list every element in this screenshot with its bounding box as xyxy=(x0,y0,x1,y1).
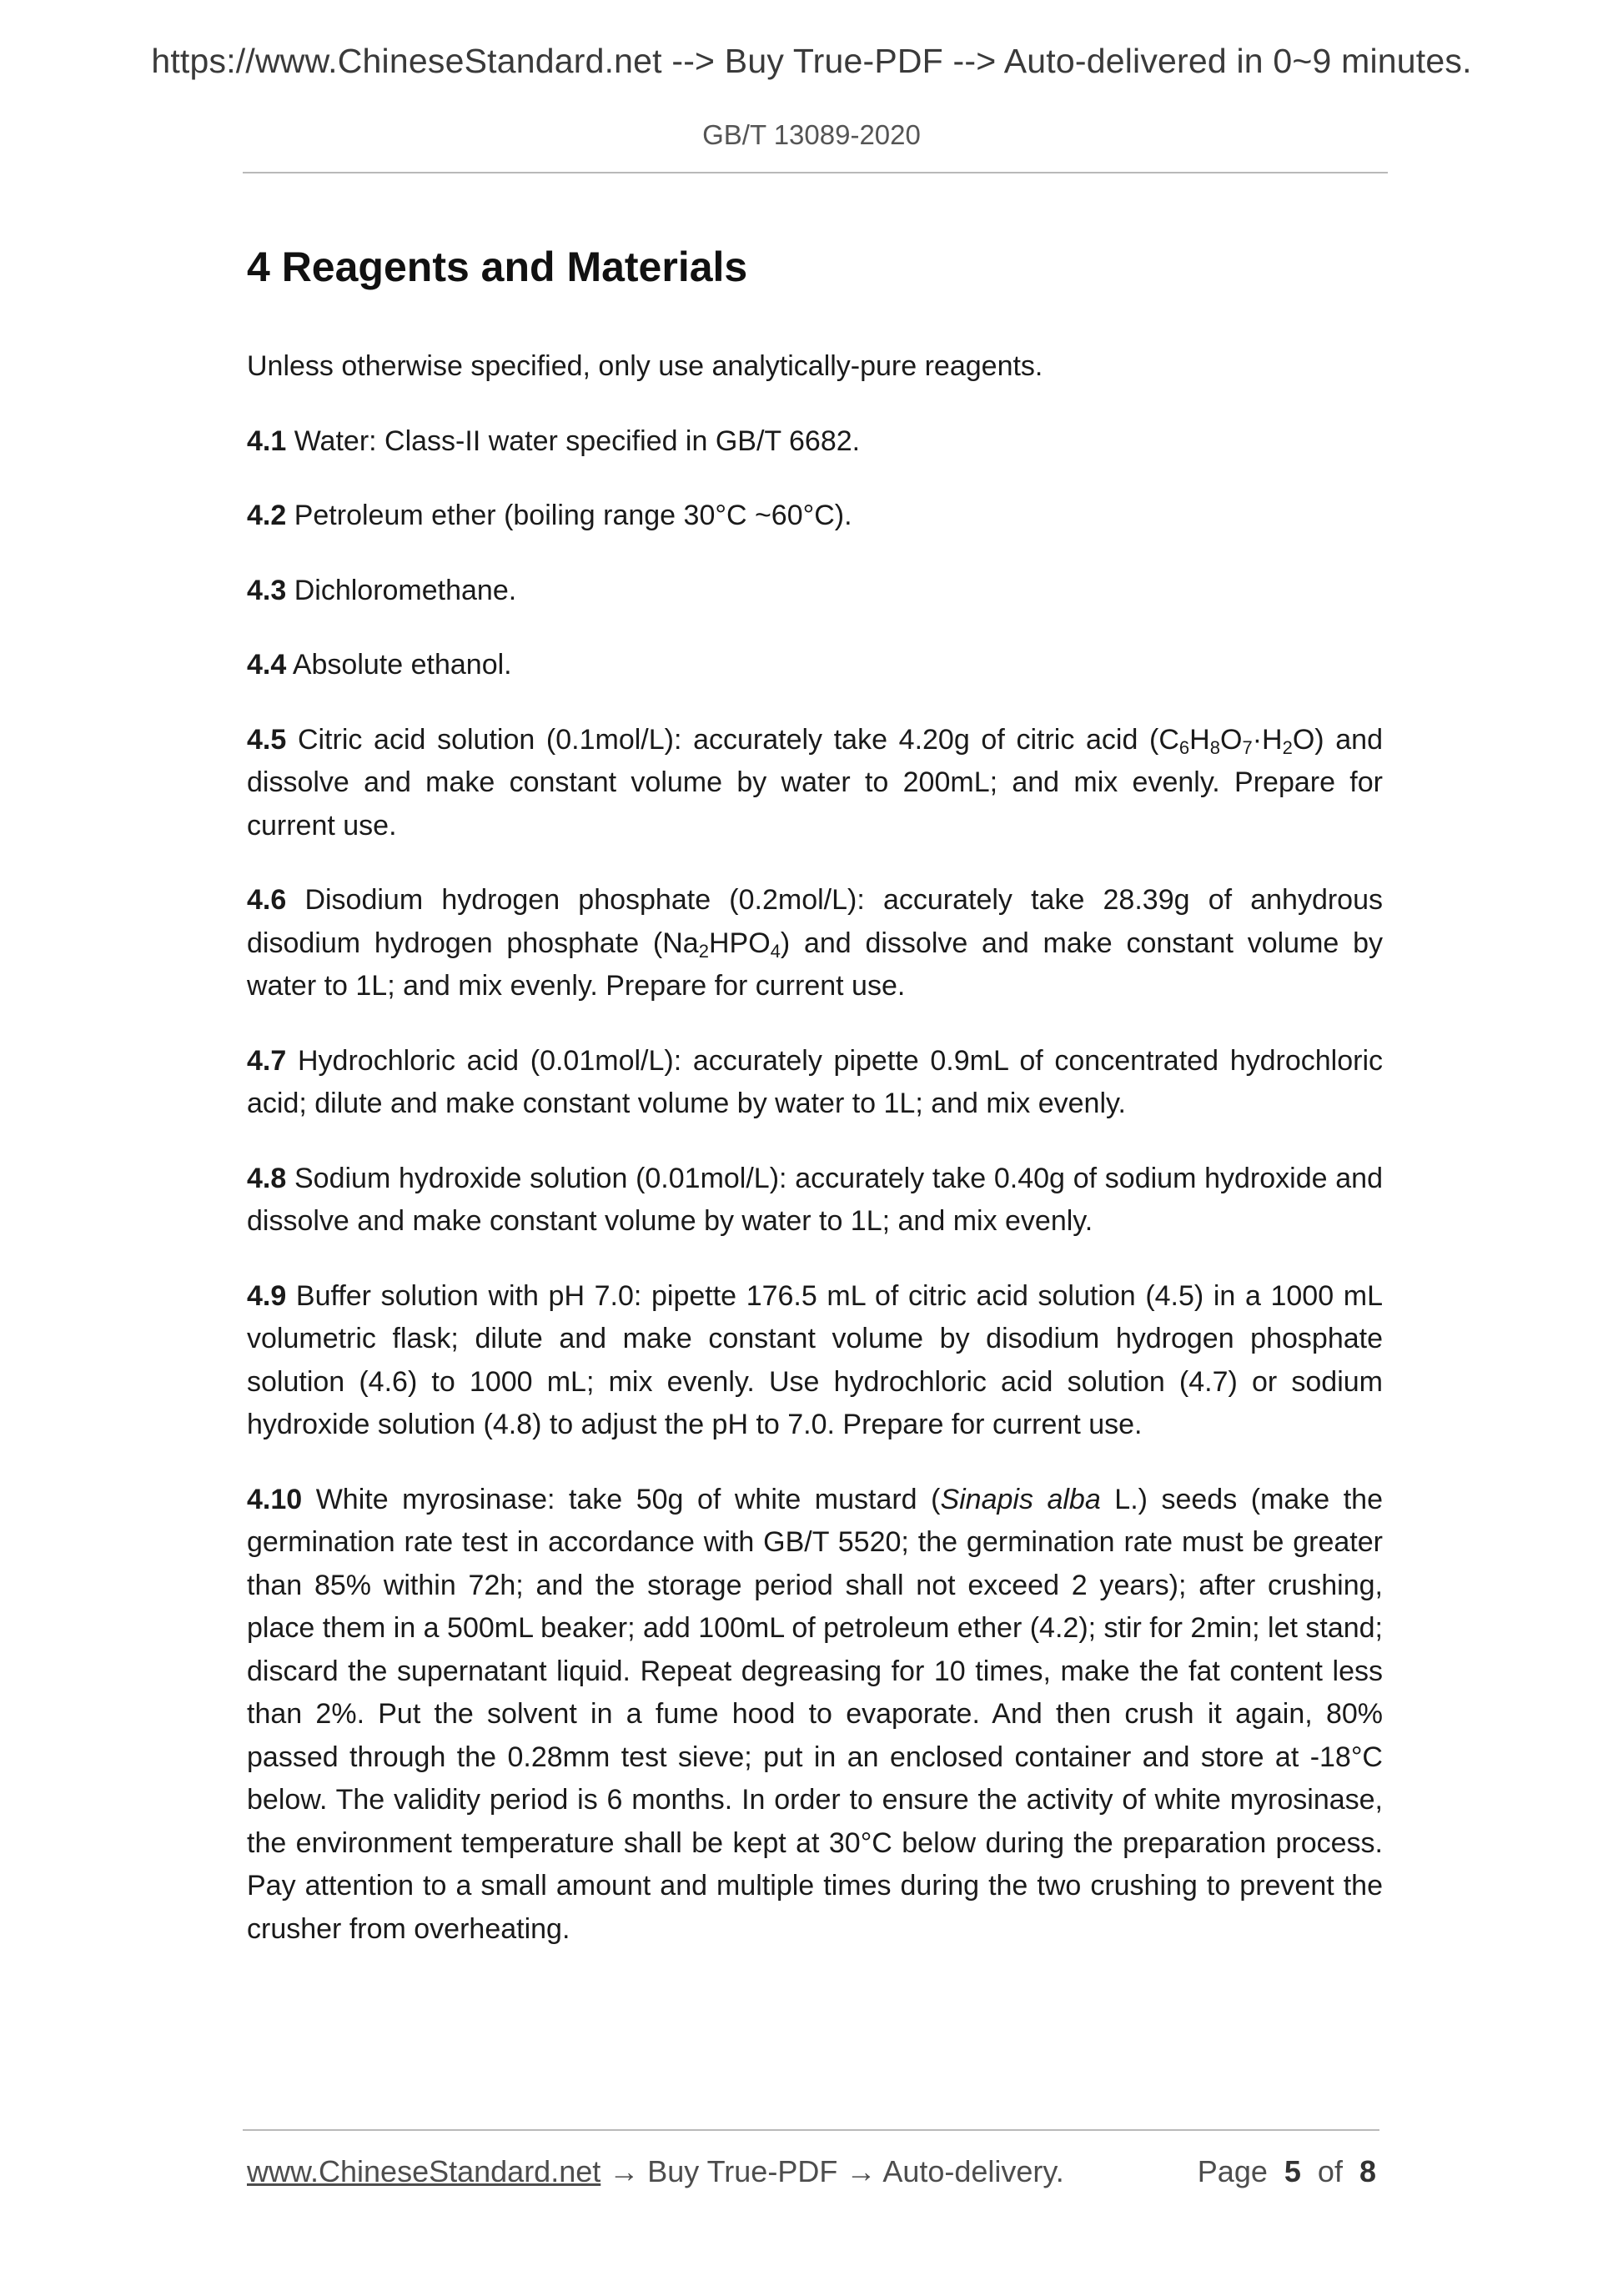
item-text: Water: Class-II water specified in GB/T 6682. xyxy=(294,425,861,457)
site-banner: https://www.ChineseStandard.net --> Buy True-PDF --> Auto-delivered in 0~9 minutes. xyxy=(151,42,1472,80)
item-text-continued: ) and dissolve and make constant volume by water to 200mL; and mix evenly. Prepare for current use. xyxy=(247,723,1383,842)
item-text-continued: L.) seeds (make the germination rate test in accordance with GB/T 5520; the germination rate must be greater than 85% within 72h; and the storage period shall not exceed 2 years); after crushing, place them in a 500mL beaker; add 100mL of petroleum ether (4.2); stir for 2min; let stand; discard the supernatant liquid. Repeat degreasing for 10 times, make the fat content less than 2%. Put the solvent in a fume hood to evaporate. And then crush it again, 80% passed through the 0.28mm test sieve; put in an enclosed container and store at -18°C below. The validity period is 6 months. In order to ensure the activity of white myrosinase, the environment temperature shall be kept at 30°C below during the preparation process. Pay attention to a small amount and multiple times during the two crushing to prevent the crusher from overheating. xyxy=(247,1483,1383,1945)
item-text: Petroleum ether (boiling range 30°C ~60°C). xyxy=(294,500,852,531)
item-text: Sodium hydroxide solution (0.01mol/L): accurately take 0.40g of sodium hydroxide and dissolve and make constant volume by water to 1L; and mix evenly. xyxy=(247,1162,1383,1237)
footer-divider xyxy=(243,2129,1379,2131)
item-number: 4.5 xyxy=(247,723,287,756)
header-divider xyxy=(243,172,1388,173)
item-text: Citric acid solution (0.1mol/L): accurately take 4.20g of citric acid ( xyxy=(297,723,1159,756)
item-number: 4.3 xyxy=(247,574,287,606)
item-4-7 xyxy=(247,1040,1383,1126)
item-4-5 xyxy=(247,719,1383,848)
page-indicator xyxy=(1198,2154,1376,2189)
item-number: 4.4 xyxy=(247,649,287,681)
intro-paragraph: Unless otherwise specified, only use analytically-pure reagents. xyxy=(247,350,1043,382)
chemical-formula: $C_6H_8O_7\cdot H_2O$ xyxy=(1158,723,1315,758)
item-4-4 xyxy=(247,644,1383,687)
item-text: Dichloromethane. xyxy=(294,574,517,606)
item-4-3 xyxy=(247,570,1383,613)
item-text: Disodium hydrogen phosphate (0.2mol/L): accurately take 28.39g of anhydrous disodium hydrogen phosphate ( xyxy=(247,884,1384,959)
item-number: 4.7 xyxy=(247,1044,287,1077)
page-label: Page xyxy=(1197,2154,1268,2188)
item-4-10 xyxy=(247,1479,1383,1952)
item-4-1 xyxy=(247,420,1383,464)
item-number: 4.1 xyxy=(247,425,287,457)
footer-promo xyxy=(247,2154,1064,2189)
footer-tagline: → Buy True-PDF → Auto-delivery. xyxy=(600,2154,1064,2188)
section-title: 4 Reagents and Materials xyxy=(247,244,748,290)
current-page: 5 xyxy=(1284,2154,1301,2188)
item-number: 4.2 xyxy=(247,500,287,531)
footer-site-link[interactable]: www.ChineseStandard.net xyxy=(247,2154,601,2188)
item-number: 4.10 xyxy=(247,1483,303,1515)
item-text: Buffer solution with pH 7.0: pipette 176.5 mL of citric acid solution (4.5) in a 1000 mL volumetric flask; dilute and make constant volume by disodium hydrogen phosphate solution (4.6) to 1000 mL; mix evenly. Use hydrochloric acid solution (4.7) or sodium hydroxide solution (4.8) to adjust the pH to 7.0. Prepare for current use. xyxy=(247,1279,1383,1440)
item-number: 4.6 xyxy=(247,884,287,916)
item-text-continued: ) and dissolve and make constant volume by water to 1L; and mix evenly. Prepare for current use. xyxy=(247,927,1383,1002)
document-body xyxy=(247,240,1383,1982)
page-of-label: of xyxy=(1317,2154,1343,2188)
item-number: 4.8 xyxy=(247,1162,287,1194)
species-name: Sinapis alba xyxy=(940,1483,1101,1515)
item-4-9 xyxy=(247,1275,1383,1447)
chemical-formula: $Na_2HPO_4$ xyxy=(662,927,781,962)
item-4-2 xyxy=(247,495,1383,538)
item-4-8 xyxy=(247,1158,1383,1243)
item-number: 4.9 xyxy=(247,1279,287,1312)
item-4-6 xyxy=(247,879,1383,1008)
standard-code: GB/T 13089-2020 xyxy=(702,119,921,150)
total-pages: 8 xyxy=(1359,2154,1376,2188)
item-text: Absolute ethanol. xyxy=(292,649,512,681)
item-text: White myrosinase: take 50g of white mustard ( xyxy=(315,1483,941,1515)
item-text: Hydrochloric acid (0.01mol/L): accurately pipette 0.9mL of concentrated hydrochloric acid; dilute and make constant volume by water to 1L; and mix evenly. xyxy=(247,1044,1383,1119)
